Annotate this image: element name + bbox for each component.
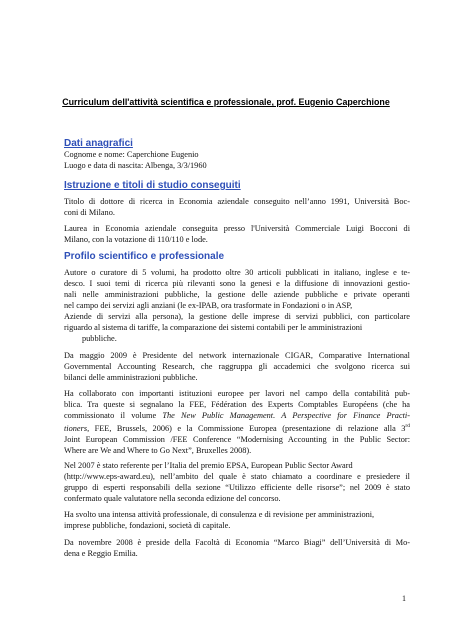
text-line: riguardo al sistema di tariffe, la comparazione dei sistemi contabili per le amministrazioni	[64, 323, 363, 332]
text-line: gruppo di esperti responsabili della sezione “Utilizzo efficiente delle risorse”; nel 2009 è stato	[64, 483, 410, 492]
text-line: coni di Milano.	[64, 208, 115, 217]
text-line: Milano, con la votazione di 110/110 e lode.	[64, 235, 208, 244]
profilo-paragraph-4	[64, 460, 410, 504]
text-line: Titolo di dottore di ricerca in Economia aziendale conseguito nell’anno 1991, Università Boc-	[64, 197, 410, 206]
text-line: blica. Tra queste si segnalano la FEE, Fédération des Experts Comptables Européens (che ha	[64, 400, 410, 409]
text-line: Ha svolto una intensa attività professionale, di consulenza e di revisione per amministrazioni,	[64, 510, 375, 519]
text-span: commissionato il volume	[64, 411, 163, 420]
section-heading-profilo: Profilo scientifico e professionale	[64, 251, 225, 262]
superscript: rd	[405, 423, 410, 429]
text-line: Da maggio 2009 è Presidente del network internazionale CIGAR, Comparative International	[64, 351, 410, 360]
section-heading-anagrafici: Dati anagrafici	[64, 138, 133, 149]
text-line: Where are We and Where to Go Next”, Bruxelles 2008).	[64, 445, 252, 455]
section-heading-istruzione: Istruzione e titoli di studio conseguiti	[64, 180, 241, 191]
profilo-paragraph-2	[64, 350, 410, 383]
text-line: nel campo dei servizi agli anziani (le ex-IPAB, ora trasformate in Fondazioni o in ASP,	[64, 301, 353, 310]
istruzione-paragraph-1	[64, 196, 410, 218]
text-line: (http://www.eps-award.eu), nell’ambito del quale è stato chiamato a coordinare e presiedere il	[64, 472, 410, 481]
text-line: Joint European Commission /FEE Conference “Modernising Accounting in the Public Sector:	[64, 434, 410, 444]
anagrafici-block	[64, 149, 410, 171]
text-line: Nel 2007 è stato referente per l’Italia del premio EPSA, European Public Sector Award	[64, 461, 353, 470]
profilo-paragraph-3	[64, 388, 410, 456]
text-line: Aziende di servizi alla persona), la gestione delle imprese di servizi pubblici, con particolare	[64, 312, 410, 321]
text-line	[64, 421, 410, 434]
anagrafici-line: Luogo e data di nascita: Albenga, 3/3/1960	[64, 161, 207, 170]
text-line: pubbliche.	[82, 334, 117, 343]
text-line: Governmental Accounting Research, che raggruppa gli accademici che svolgono ricerca sui	[64, 362, 410, 371]
text-line: dena e Reggio Emilia.	[64, 549, 138, 558]
text-line: imprese pubbliche, fondazioni, società di capitale.	[64, 521, 231, 530]
page-number: 1	[402, 594, 406, 603]
anagrafici-line: Cognome e nome: Caperchione Eugenio	[64, 150, 199, 159]
profilo-paragraph-5	[64, 509, 410, 531]
istruzione-paragraph-2	[64, 223, 410, 245]
profilo-paragraph-1	[64, 267, 410, 344]
text-line: Ha collaborato con importanti istituzioni europee per lavori nel campo della contabilità pub-	[64, 389, 410, 398]
italic-title: The New Public Management. A Perspective for Finance Practi-	[162, 411, 411, 420]
italic-title: tioners	[64, 423, 88, 433]
profilo-paragraph-6	[64, 537, 410, 559]
text-span: , FEE, Brussels, 2006) e la Commissione Europea (presentazione di relazione alla 3	[87, 423, 406, 433]
text-line: confermato quale valutatore nella seconda edizione del concorso.	[64, 494, 281, 503]
text-line: Laurea in Economia aziendale conseguita presso l'Università Commerciale Luigi Bocconi di	[64, 224, 410, 233]
text-line: desco. I suoi temi di ricerca più rilevanti sono la genesi e la diffusione di innovazioni gestio-	[64, 279, 410, 288]
document-title: Curriculum dell'attività scientifica e professionale, prof. Eugenio Caperchione	[62, 97, 390, 107]
text-line	[64, 410, 410, 421]
text-line: Autore o curatore di 5 volumi, ha prodotto oltre 30 articoli pubblicati in italiano, inglese e te-	[64, 268, 410, 277]
text-line: nali nelle amministrazioni pubbliche, la gestione delle aziende pubbliche e private operanti	[64, 290, 410, 299]
text-line: bilanci delle amministrazioni pubbliche.	[64, 373, 198, 382]
text-line: Da novembre 2008 è preside della Facoltà di Economia “Marco Biagi” dell’Università di Mo-	[64, 538, 410, 547]
